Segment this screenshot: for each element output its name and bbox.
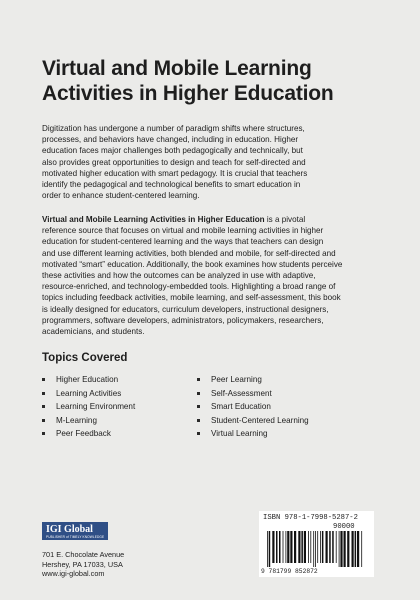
topic-item: Learning Activities (42, 387, 135, 401)
description-bold-title: Virtual and Mobile Learning Activities in Higher Education (42, 215, 265, 224)
intro-line: also provides great opportunities to design and teach for self-directed and (42, 157, 306, 167)
barcode-bar (283, 531, 284, 563)
bullet-icon (197, 392, 200, 395)
barcode-bar (317, 531, 318, 563)
publisher-address (42, 550, 182, 579)
barcode-bar (347, 531, 349, 567)
barcode-bar (326, 531, 328, 563)
barcode-bar (279, 531, 281, 563)
topic-item: Student-Centered Learning (197, 414, 309, 428)
barcode-bar (267, 531, 268, 567)
bullet-icon (42, 432, 45, 435)
barcode-bar (344, 531, 346, 567)
barcode-bar (294, 531, 296, 563)
barcode-bar (313, 531, 314, 567)
barcode-bar (290, 531, 292, 563)
bullet-icon (197, 432, 200, 435)
publisher-logo (42, 522, 108, 540)
intro-line: motivated higher education with smart pedagogy. It is crucial that teachers (42, 168, 308, 178)
barcode-bar (361, 531, 362, 567)
intro-paragraph (42, 123, 378, 201)
intro-line: education faces major challenges both pedagogically and technically, but (42, 146, 303, 156)
isbn-barcode (259, 511, 374, 577)
address-line-2: Hershey, PA 17033, USA (42, 559, 123, 569)
logo-name: IGI Global (46, 524, 93, 535)
book-title (42, 56, 382, 106)
barcode-bar (310, 531, 311, 563)
description-line (42, 214, 378, 225)
topic-item: Peer Feedback (42, 427, 135, 441)
barcode-bar (332, 531, 334, 563)
description-line: programmers, software developers, administrators, policymakers, researchers, (42, 315, 324, 325)
intro-line: identify the pedagogical and technological benefits to smart education in (42, 180, 301, 190)
bullet-icon (42, 419, 45, 422)
topics-list-left (42, 373, 135, 441)
barcode-digits: 9 781799 852872 (261, 568, 318, 575)
intro-line: processes, and behaviors have changed, including in education. Higher (42, 135, 299, 145)
title-line-2: Activities in Higher Education (42, 82, 334, 105)
description-line: resource-enriched, and technology-embedded tools. Highlighting a broad range of (42, 282, 336, 292)
description-line: reference source that focuses on virtual and mobile learning activities in higher (42, 226, 324, 236)
barcode-bar (308, 531, 309, 563)
description-first-line-rest: is a pivotal (264, 215, 306, 224)
barcode-bar (276, 531, 278, 563)
logo-tagline: PUBLISHER of TIMELY KNOWLEDGE (46, 535, 105, 539)
price-code: 90000 (333, 523, 355, 531)
topic-item: Self-Assessment (197, 387, 309, 401)
bullet-icon (42, 405, 45, 408)
barcode-bar (272, 531, 274, 563)
topic-item: M-Learning (42, 414, 135, 428)
barcode-bars-graphic (263, 531, 371, 567)
barcode-bar (329, 531, 331, 563)
barcode-bar (286, 531, 287, 563)
barcode-bar (355, 531, 357, 567)
barcode-bar (340, 531, 342, 567)
barcode-bar (304, 531, 306, 563)
description-line: topics including feedback activities, mobile learning, and self-assessment, this book (42, 293, 341, 303)
bullet-icon (197, 405, 200, 408)
address-line-1: 701 E. Chocolate Avenue (42, 550, 125, 559)
description-line: education for student-centered learning and the ways that teachers can design (42, 237, 324, 247)
description-line: and use different learning activities, both blended and mobile, for self-directed and (42, 248, 336, 258)
barcode-bar (320, 531, 321, 563)
topic-item: Peer Learning (197, 373, 309, 387)
topic-item: Learning Environment (42, 400, 135, 414)
barcode-bar (287, 531, 289, 563)
publisher-website: www.igi-global.com (42, 569, 105, 579)
barcode-bar (336, 531, 337, 563)
barcode-bar (357, 531, 359, 567)
barcode-bar (322, 531, 324, 563)
title-line-1: Virtual and Mobile Learning (42, 57, 312, 80)
isbn-label: ISBN 978-1-7998-5287-2 (263, 514, 358, 522)
intro-line: order to enhance student-centered learning. (42, 191, 200, 201)
barcode-bar (298, 531, 300, 563)
bullet-icon (42, 392, 45, 395)
publisher-block (42, 522, 182, 579)
barcode-bar (352, 531, 354, 567)
description-line: academicians, and students. (42, 327, 145, 337)
topics-list-right (197, 373, 309, 441)
bullet-icon (197, 419, 200, 422)
description-line: these activities and how the outcomes can be analyzed in use with adaptive, (42, 271, 316, 281)
description-paragraph (42, 214, 378, 337)
barcode-bar (339, 531, 340, 567)
barcode-bar (315, 531, 316, 567)
topics-heading: Topics Covered (42, 352, 128, 364)
description-line: is ideally designed for educators, curriculum developers, instructional designers, (42, 304, 329, 314)
description-line: motivated “smart” education. Additionally, the book examines how students perceive (42, 259, 343, 269)
barcode-bar (269, 531, 271, 567)
bullet-icon (42, 378, 45, 381)
topic-item: Higher Education (42, 373, 135, 387)
intro-line: Digitization has undergone a number of paradigm shifts where structures, (42, 124, 305, 133)
bullet-icon (197, 378, 200, 381)
barcode-bar (301, 531, 303, 563)
topic-item: Smart Education (197, 400, 309, 414)
topic-item: Virtual Learning (197, 427, 309, 441)
